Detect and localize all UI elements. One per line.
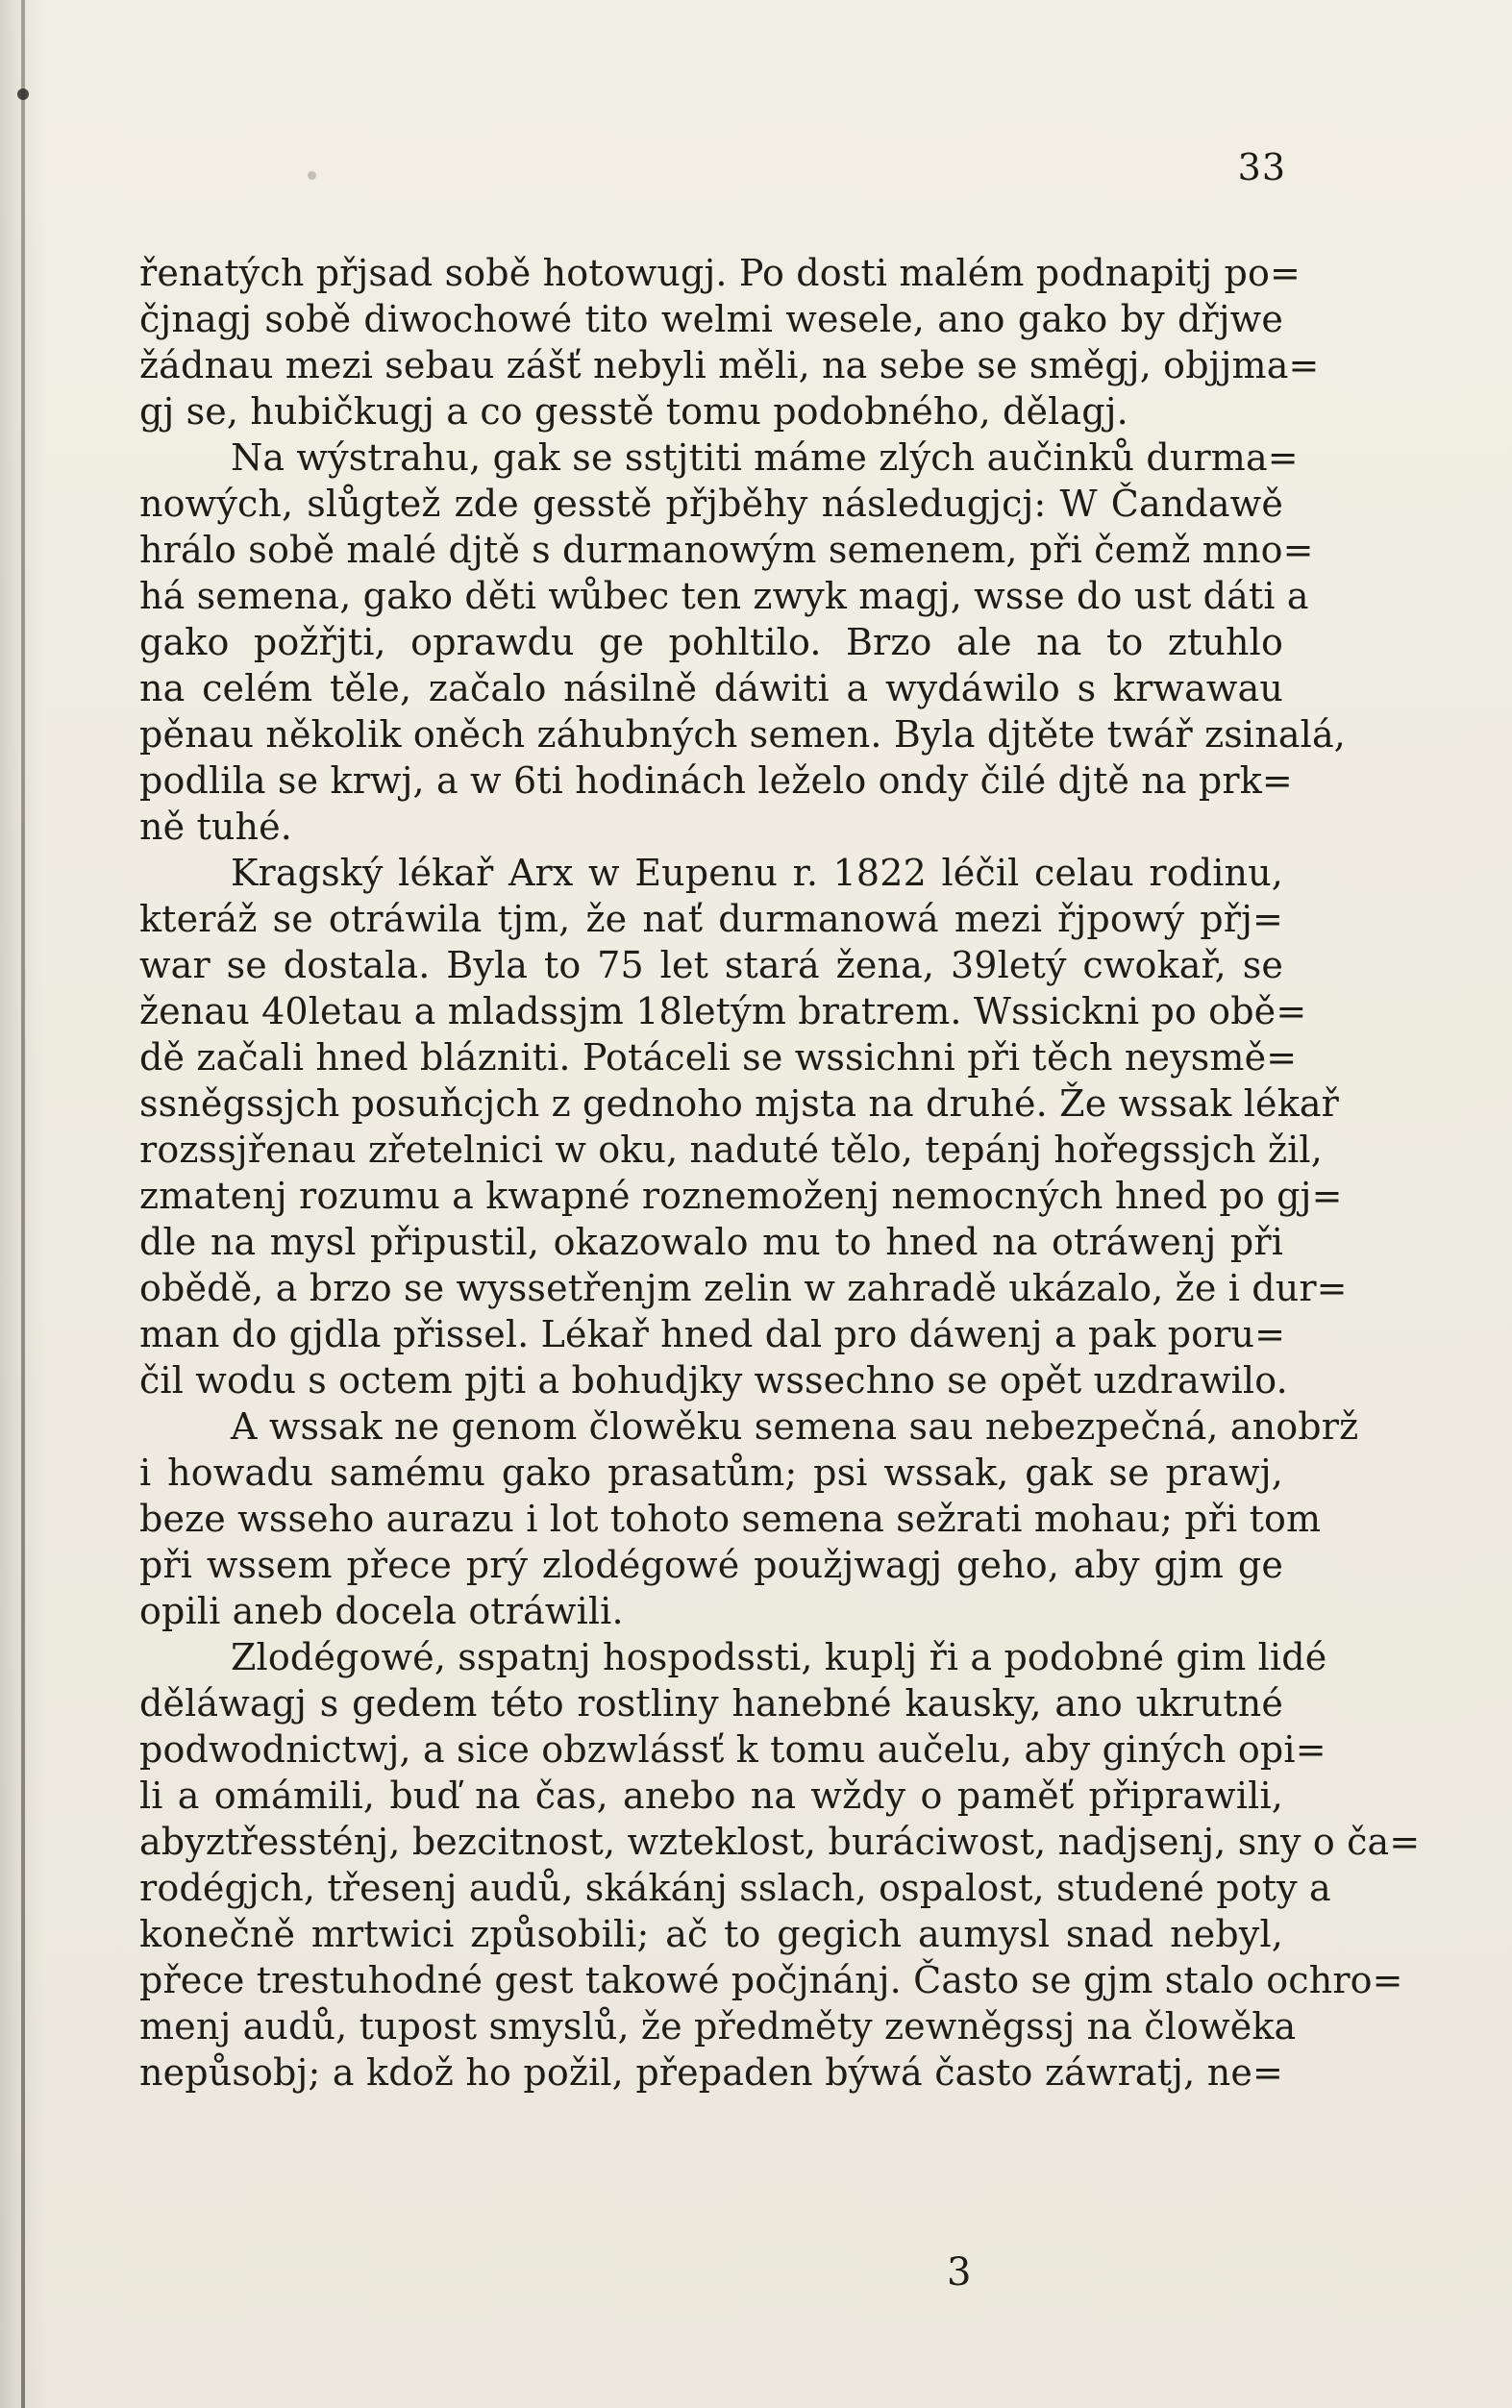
text-line-37: konečně mrtwici způsobili; ač to gegich aumysl snad nebyl, xyxy=(139,1913,1283,1955)
text-line-22: dle na mysl připustil, okazowalo mu to hned na otráwenj při xyxy=(139,1221,1283,1263)
text-line-24: man do gjdla přissel. Lékař hned dal pro dáwenj a pak poru= xyxy=(139,1313,1286,1355)
text-line-11: pěnau několik oněch záhubných semen. Byla djtěte twář zsinalá, xyxy=(139,713,1346,756)
text-line-33: podwodnictwj, a sice obzwlássť k tomu aučelu, aby giných opi= xyxy=(139,1728,1326,1771)
main-text-block xyxy=(139,250,1421,2096)
text-line-27: i howadu samému gako prasatům; psi wssak, gak se prawj, xyxy=(139,1452,1283,1494)
text-line-21: zmatenj rozumu a kwapné roznemoženj nemocných hned po gj= xyxy=(139,1175,1343,1217)
text-line-16: war se dostala. Byla to 75 let stará žena, 39letý cwokař, se xyxy=(139,944,1283,986)
text-line-26: A wssak ne genom člowěku semena sau nebezpečná, anobrž xyxy=(231,1405,1359,1448)
binding-mark xyxy=(17,88,29,100)
page-speck xyxy=(308,171,316,180)
signature-mark: 3 xyxy=(947,2250,972,2295)
text-line-19: ssněgssjch posuňcjch z gednoho mjsta na druhé. Že wssak lékař xyxy=(139,1082,1339,1125)
text-line-32: děláwagj s gedem této rostliny hanebné kausky, ano ukrutné xyxy=(139,1682,1283,1725)
text-line-5: Na wýstrahu, gak se sstjtiti máme zlých aučinků durma= xyxy=(231,436,1299,479)
text-line-10: na celém těle, začalo násilně dáwiti a wydáwilo s krwawau xyxy=(139,667,1283,709)
text-line-40: nepůsobj; a kdož ho požil, přepaden býwá často záwratj, ne= xyxy=(139,2051,1283,2094)
text-line-7: hrálo sobě malé djtě s durmanowým semenem, při čemž mno= xyxy=(139,529,1314,571)
text-line-38: přece trestuhodné gest takowé počjnánj. Často se gjm stalo ochro= xyxy=(139,1959,1403,2001)
text-line-20: rozssjřenau zřetelnici w oku, naduté tělo, tepánj hořegssjch žil, xyxy=(139,1129,1323,1171)
text-line-35: abyztřessténj, bezcitnost, wzteklost, buráciwost, nadjsenj, sny o ča= xyxy=(139,1821,1421,1863)
text-line-31: Zlodégowé, sspatnj hospodssti, kuplj ři a podobné gim lidé xyxy=(231,1636,1327,1678)
text-line-2: čjnagj sobě diwochowé tito welmi wesele, ano gako by dřjwe xyxy=(139,298,1283,340)
text-line-1: řenatých přjsad sobě hotowugj. Po dosti malém podnapitj po= xyxy=(139,252,1301,294)
text-line-36: rodégjch, třesenj audů, skákánj sslach, ospalost, studené poty a xyxy=(139,1867,1331,1909)
binding-edge xyxy=(21,0,25,2408)
text-line-39: menj audů, tupost smyslů, že předměty zewněgssj na člowěka xyxy=(139,2005,1297,2048)
text-line-3: žádnau mezi sebau zášť nebyli měli, na sebe se směgj, objjma= xyxy=(139,344,1320,386)
text-line-13: ně tuhé. xyxy=(139,806,293,848)
text-line-15: kteráž se otráwila tjm, že nať durmanowá mezi řjpowý přj= xyxy=(139,898,1283,940)
text-line-12: podlila se krwj, a w 6ti hodinách leželo ondy čilé djtě na prk= xyxy=(139,759,1293,802)
text-line-23: obědě, a brzo se wyssetřenjm zelin w zahradě ukázalo, že i dur= xyxy=(139,1267,1348,1309)
text-line-34: li a omámili, buď na čas, anebo na wždy o paměť připrawili, xyxy=(139,1775,1283,1817)
text-line-30: opili aneb docela otráwili. xyxy=(139,1590,624,1632)
text-line-18: dě začali hned blázniti. Potáceli se wssichni při těch neysmě= xyxy=(139,1036,1298,1079)
text-line-8: há semena, gako děti wůbec ten zwyk magj, wsse do ust dáti a xyxy=(139,575,1309,617)
text-line-14: Kragský lékař Arx w Eupenu r. 1822 léčil celau rodinu, xyxy=(231,852,1283,894)
text-line-6: nowých, slůgtež zde gesstě přjběhy následugjcj: W Čandawě xyxy=(139,483,1283,525)
text-line-17: ženau 40letau a mladssjm 18letým bratrem. Wssickni po obě= xyxy=(139,990,1307,1032)
text-line-25: čil wodu s octem pjti a bohudjky wssechno se opět uzdrawilo. xyxy=(139,1359,1288,1402)
text-line-28: beze wsseho aurazu i lot tohoto semena sežrati mohau; při tom xyxy=(139,1498,1322,1540)
text-line-29: při wssem přece prý zlodégowé použjwagj geho, aby gjm ge xyxy=(139,1544,1283,1586)
text-line-4: gj se, hubičkugj a co gesstě tomu podobného, dělagj. xyxy=(139,390,1128,433)
page-number: 33 xyxy=(1237,146,1286,188)
text-line-9: gako požřjti, oprawdu ge pohltilo. Brzo ale na to ztuhlo xyxy=(139,621,1283,663)
